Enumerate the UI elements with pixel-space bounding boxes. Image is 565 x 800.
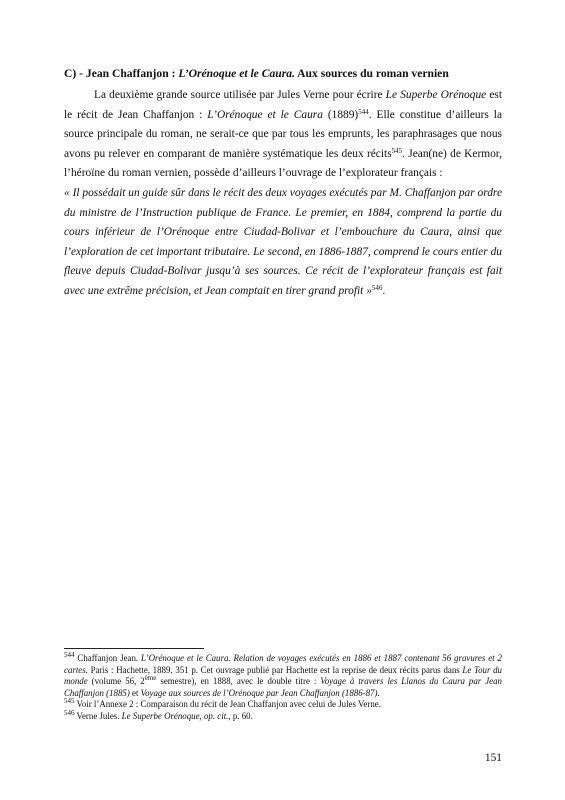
footnote-text: Verne Jules. — [74, 710, 122, 721]
footnote-italic: L’Orénoque et le Caura. Relation de voyages exécutés en 1886 et 1887 contenant 56 gravures et 2 cartes. — [64, 653, 502, 675]
footnote-ref-544[interactable]: 544 — [358, 107, 369, 116]
footnote-number: 546 — [64, 708, 75, 717]
footnote-text: . — [377, 687, 380, 698]
footnote-number: 544 — [64, 651, 75, 659]
footnote-text: Voir l’Annexe 2 : Comparaison du récit de Jean Chaffanjon avec celui de Jules Verne. — [74, 699, 381, 710]
footnote-text: semestre), en 1888, avec le double titre : — [156, 676, 321, 687]
footnotes — [64, 653, 502, 723]
quotation-end: . — [382, 284, 386, 297]
para-text-5: . Jean(ne) de Kermor, l’héroïne du roman vernien, possède d’ailleurs l’ouvrage de l’explorateur français : — [64, 147, 502, 180]
footnote-545 — [64, 699, 502, 711]
footnote-number: 545 — [64, 697, 75, 706]
quotation — [64, 184, 502, 302]
footnote-text: et — [129, 687, 141, 698]
footnote-544 — [64, 653, 502, 699]
footnote-italic: Voyage aux sources de l’Orénoque par Jean Chaffanjon (1886-87) — [140, 687, 378, 698]
footnote-ref-545[interactable]: 545 — [391, 146, 403, 155]
body-text — [64, 86, 502, 302]
quotation-text: « Il possédait un guide sûr dans le récit des deux voyages exécutés par M. Chaffanjon par ordre du ministre de l’Instruction publique de France. Le premier, en 1884, comprend la partie du cours inférieur de l’Orénoque entre Ciudad-Bolivar et l’embouchure du Caura, ainsi que l’exploration de cet important tributaire. Le second, en 1886-1887, comprend le cours entier du fleuve depuis Ciudad-Bolivar jusqu’à ses sources. Ce récit de l’explorateur français est fait avec une extrême précision, et Jean comptait en tirer grand profit » — [64, 186, 502, 297]
footnote-italic: Le Superbe Orénoque, op. cit. — [121, 710, 229, 721]
para-text-2: est le récit de Jean Chaffanjon : — [64, 89, 502, 121]
footnote-ref-546[interactable]: 546 — [371, 283, 383, 292]
para-text-4: . Elle constitue d’ailleurs la source principale du roman, ne serait-ce que par tous les emprunts, les paraphrasages que nous avons pu relever en comparant de manière systématique les deux récits — [64, 108, 502, 160]
footnote-superscript: ème — [144, 674, 157, 683]
main-paragraph — [64, 86, 502, 184]
footnote-italic: Voyage à travers les Llanos du Caura par Jean Chaffanjon (1885) — [64, 676, 502, 698]
footnote-text: (volume 56, 2 — [87, 676, 145, 687]
section-heading — [64, 66, 504, 82]
footnote-text: Chaffanjon Jean. — [74, 653, 142, 663]
para-text-1: La deuxième grande source utilisée par Jules Verne pour écrire — [94, 89, 386, 101]
page-number: 151 — [484, 752, 502, 764]
heading-suffix: Aux sources du roman vernien — [294, 67, 449, 80]
heading-title: L’Orénoque et le Caura. — [178, 67, 295, 80]
footnote-text: , p. 60. — [228, 710, 253, 721]
footnote-separator — [64, 648, 204, 649]
heading-prefix: C) - Jean Chaffanjon : — [64, 67, 179, 80]
para-italic-title-2: L’Orénoque et le Caura — [207, 108, 323, 121]
footnote-546 — [64, 708, 502, 723]
para-italic-title-1: Le Superbe Orénoque — [385, 89, 487, 101]
footnote-text: Paris : Hachette, 1889. 351 p. Cet ouvrage publié par Hachette est la reprise de deux récits parus dans — [87, 664, 463, 675]
footnote-italic: Le Tour du monde — [64, 664, 502, 687]
para-text-3: (1889) — [322, 108, 359, 121]
